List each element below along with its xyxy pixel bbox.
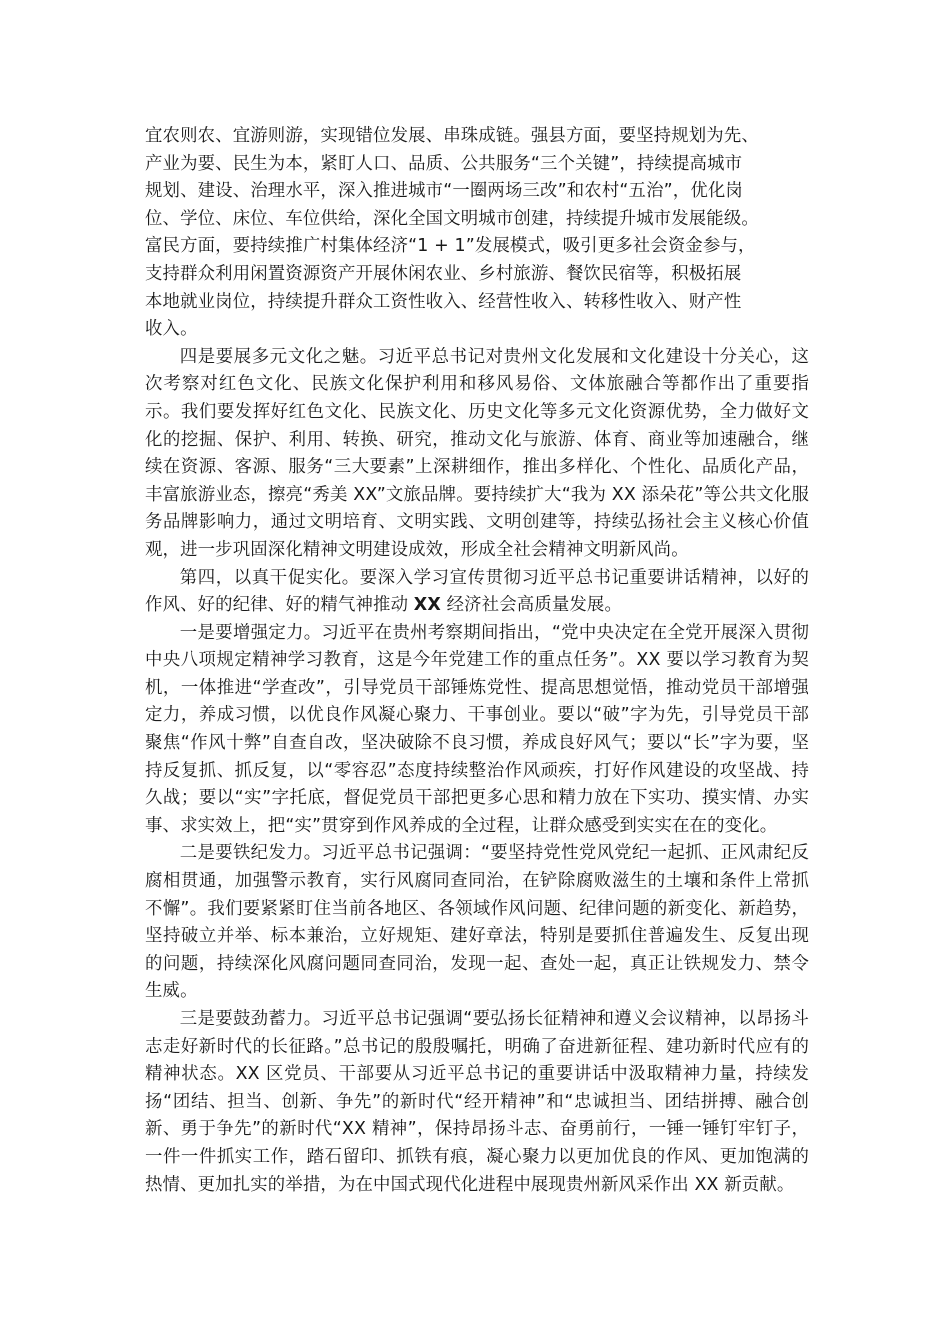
continuation-line-2: 产业为要、民生为本，紧盯人口、品质、公共服务“三个关键”，持续提高城市	[145, 153, 743, 174]
continuation-line-4: 位、学位、床位、车位供给，深化全国文明城市创建，持续提升城市发展能级。	[145, 208, 759, 229]
continuation-line-6: 支持群众利用闲置资源资产开展休闲农业、乡村旅游、餐饮民宿等，积极拓展	[145, 263, 742, 284]
continuation-line-3: 规划、建设、治理水平，深入推进城市“一圈两场三改”和农村“五治”，优化岗	[145, 181, 743, 202]
paragraph-fourth-bold: XX	[413, 595, 441, 616]
document-body	[145, 123, 809, 1199]
continuation-line-5: 富民方面，要持续推广村集体经济“1 + 1”发展模式，吸引更多社会资金参与，	[145, 236, 756, 257]
paragraph-fourth-text-a: 第四，以真干促实化。要深入学习宣传贯彻习近平总书记重要讲话精神，以好的作风、好的纪律、好的精气神推动	[145, 567, 809, 616]
continuation-line-7: 本地就业岗位，持续提升群众工资性收入、经营性收入、转移性收入、财产性	[145, 291, 742, 312]
paragraph-culture: 四是要展多元文化之魅。习近平总书记对贵州文化发展和文化建设十分关心，这次考察对红色文化、民族文化保护利用和移风易俗、文体旅融合等都作出了重要指示。我们要发挥好红色文化、民族文化、历史文化等多元文化资源优势，全力做好文化的挖掘、保护、利用、转换、研究，推动文化与旅游、体育、商业等加速融合，继续在资源、客源、服务“三大要素”上深耕细作，推出多样化、个性化、品质化产品，丰富旅游业态，擦亮“秀美 XX”文旅品牌。要持续扩大“我为 XX 添朵花”等公共文化服务品牌影响力，通过文明培育、文明实践、文明创建等，持续弘扬社会主义核心价值观，进一步巩固深化精神文明建设成效，形成全社会精神文明新风尚。	[145, 346, 809, 560]
continuation-line-8: 收入。	[145, 319, 198, 340]
paragraph-three: 三是要鼓劲蓄力。习近平总书记强调“要弘扬长征精神和遵义会议精神，以昂扬斗志走好新时代的长征路。”总书记的殷殷嘱托，明确了奋进新征程、建功新时代应有的精神状态。XX 区党员、干部要从习近平总书记的重要讲话中汲取精神力量，持续发扬“团结、担当、创新、争先”的新时代“经开精神”和“忠诚担当、团结拼搏、融合创新、勇于争先”的新时代“XX 精神”，保持昂扬斗志、奋勇前行，一锤一锤钉牢钉子，一件一件抓实工作，踏石留印、抓铁有痕，凝心聚力以更加优良的作风、更加饱满的热情、更加扎实的举措，为在中国式现代化进程中展现贵州新风采作出 XX 新贡献。	[145, 1009, 809, 1195]
paragraph-fourth-text-b: 经济社会高质量发展。	[440, 595, 623, 616]
paragraph-fourth	[145, 565, 809, 620]
paragraph-two: 二是要铁纪发力。习近平总书记强调：“要坚持党性党风党纪一起抓、正风肃纪反腐相贯通，加强警示教育，实行风腐同查同治，在铲除腐败滋生的土壤和条件上常抓不懈”。我们要紧紧盯住当前各地区、各领域作风问题、纪律问题的新变化、新趋势，坚持破立并举、标本兼治，立好规矩、建好章法，特别是要抓住普遍发生、反复出现的问题，持续深化风腐问题同查同治，发现一起、查处一起，真正让铁规发力、禁令生威。	[145, 843, 809, 1002]
continuation-line-1: 宜农则农、宜游则游，实现错位发展、串珠成链。强县方面，要坚持规划为先、	[145, 126, 759, 146]
paragraph-one: 一是要增强定力。习近平在贵州考察期间指出，“党中央决定在全党开展深入贯彻中央八项规定精神学习教育，这是今年党建工作的重点任务”。XX 要以学习教育为契机，一体推进“学查改”，引导党员干部锤炼党性、提高思想觉悟，推动党员干部增强定力，养成习惯，以优良作风凝心聚力、干事创业。要以“破”字为先，引导党员干部聚焦“作风十弊”自查自改，坚决破除不良习惯，养成良好风气；要以“长”字为要，坚持反复抓、抓反复，以“零容忍”态度持续整治作风顽疾，打好作风建设的攻坚战、持久战；要以“实”字托底，督促党员干部把更多心思和精力放在下实功、摸实情、办实事、求实效上，把“实”贯穿到作风养成的全过程，让群众感受到实实在在的变化。	[145, 622, 809, 836]
